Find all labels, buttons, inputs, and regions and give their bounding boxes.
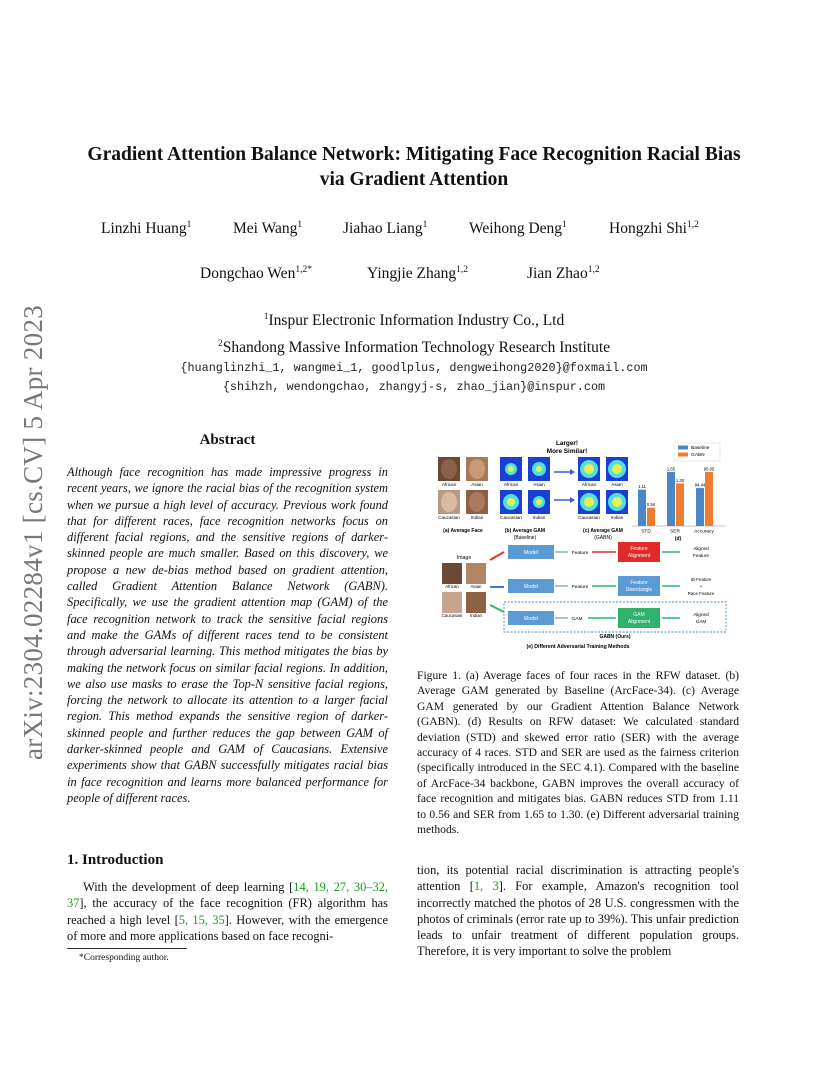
svg-text:Feature: Feature: [571, 585, 589, 590]
legend-swatch: [678, 446, 688, 450]
svg-text:Caucasian: Caucasian: [441, 613, 463, 618]
chart-data-label: 1.65: [666, 466, 676, 472]
author-7: Yingjie Zhang$^{1,2}$: [367, 265, 468, 283]
figure-top-label-2: More Similar!: [546, 448, 588, 455]
chart-bar: [647, 508, 655, 526]
chart-data-label: 0.56: [646, 502, 656, 508]
author-1: Linzhi Huang$^1$: [101, 220, 192, 238]
citation-link[interactable]: 1, 3: [473, 879, 499, 894]
affiliation-1: $^1$Inspur Electronic Information Industry Co., Ltd: [263, 312, 565, 330]
gabn-ours-label: GABN (Ours): [599, 634, 631, 640]
chart-bar: [676, 483, 684, 526]
intro-heading: 1. Introduction: [67, 852, 164, 868]
citation-link[interactable]: 5, 15, 35: [178, 912, 225, 927]
paper-title: [60, 142, 768, 192]
author-3: Jiahao Liang$^1$: [343, 220, 428, 238]
gam-alignment-box: [618, 608, 660, 628]
chart-data-label: 94.44: [694, 482, 706, 488]
title-line-1: Gradient Attention Balance Network: Mitigating Face Recognition Racial Bias: [87, 144, 741, 165]
chart-bar: [696, 488, 704, 526]
svg-text:GAM: GAM: [571, 617, 583, 622]
label-d: (d): [674, 536, 682, 542]
svg-text:Race Feature: Race Feature: [687, 591, 715, 596]
chart-data-label: 95.05: [703, 466, 715, 472]
citation-link[interactable]: 14, 19, 27, 30–32, 37: [67, 880, 388, 911]
author-2: Mei Wang$^1$: [233, 220, 303, 238]
svg-text:Indian: Indian: [470, 515, 484, 520]
abstract-heading: Abstract: [199, 432, 256, 448]
feature-alignment-box: [618, 542, 660, 562]
chart-tick-label: Accuracy: [694, 529, 714, 535]
svg-text:Aligned: Aligned: [693, 546, 709, 551]
svg-text:Caucasian: Caucasian: [438, 515, 460, 520]
svg-text:+: +: [699, 584, 703, 589]
svg-text:Asian: Asian: [470, 584, 482, 589]
author-4: Weihong Deng$^1$: [469, 220, 567, 238]
footnote: *Corresponding author.: [79, 953, 169, 963]
chart-tick-label: SER: [670, 529, 680, 535]
email-line-2[interactable]: {shihzh, wendongchao, zhangyj-s, zhao_jian}@inspur.com: [222, 380, 606, 394]
arrow-icon: [490, 552, 504, 560]
legend-label: GABN: [691, 453, 705, 459]
email-line-1[interactable]: {huanglinzhi_1, wangmei_1, goodlplus, dengweihong2020}@foxmail.com: [180, 361, 648, 375]
svg-text:African: African: [445, 584, 459, 589]
arxiv-side-stamp: [10, 290, 60, 760]
svg-text:Indian: Indian: [610, 515, 624, 520]
figure-1: [420, 432, 730, 654]
svg-text:Feature: Feature: [630, 546, 648, 552]
svg-text:African: African: [581, 482, 597, 487]
affiliation-2: $^2$Shandong Massive Information Technology Research Institute: [217, 339, 611, 357]
image-label: Image: [456, 555, 472, 561]
svg-text:Asian: Asian: [611, 482, 623, 487]
figure-caption: Figure 1. (a) Average faces of four races in the RFW dataset. (b) Average GAM generated by Baseline (ArcFace-34). (c) Average GAM generated by our Gradient Attention Balance Network (GABN). (d) Results on RFW dataset: We calculated standard deviation (STD) and skewed error ratio (SER) with the average accuracy of 4 races. STD and SER are used as the fairness criterion (specifically introduced in the SEC 4.1). Compared with the baseline of ArcFace-34 backbone, GABN improves the overall accuracy of face recognition and mitigates bias. GABN reduces STD from 1.11 to 0.56 and SER from 1.65 to 1.30. (e) Different adversarial training methods.: [417, 669, 739, 837]
svg-text:(Baseline): (Baseline): [513, 535, 537, 541]
figure-top-label-1: Larger!: [555, 440, 579, 447]
author-8: Jian Zhao$^{1,2}$: [527, 265, 600, 283]
chart-data-label: 1.11: [638, 484, 646, 490]
intro-paragraph-continued: tion, its potential racial discrimination is attracting people's attention [1, 3]. For example, Amazon's recognition tool incorrectly matched the photos of 28 U.S. congressmen with the photos of criminals (error rate up to 39%). This unfair prediction leads to unfair treatment of different population groups. Therefore, it is very important to solve the problem: [417, 863, 739, 959]
svg-text:Feature: Feature: [630, 580, 648, 586]
svg-text:GAM: GAM: [695, 619, 707, 624]
title-line-2: via Gradient Attention: [319, 169, 509, 190]
legend-label: Baseline: [691, 446, 710, 452]
svg-text:Aligned: Aligned: [693, 612, 709, 617]
svg-text:African: African: [503, 482, 519, 487]
author-5: Hongzhi Shi$^{1,2}$: [609, 220, 699, 238]
results-bar-chart: [632, 443, 725, 535]
label-b: (b) Average GAM: [504, 528, 546, 534]
svg-text:Alignment: Alignment: [627, 619, 651, 625]
footnote-rule: [67, 948, 187, 949]
label-c: (c) Average GAM: [583, 528, 623, 534]
chart-data-label: 1.30: [675, 477, 685, 483]
label-a: (a) Average Face: [443, 528, 483, 534]
svg-text:Model: Model: [523, 616, 539, 622]
legend-swatch: [678, 453, 688, 457]
svg-text:Indian: Indian: [532, 515, 546, 520]
intro-paragraph: With the development of deep learning [14, 19, 27, 30–32, 37], the accuracy of the face recognition (FR) algorithm has reached a high level [5, 15, 35]. However, with the emergence of more and more applications based on face recogni-: [67, 880, 388, 943]
chart-tick-label: STD: [641, 529, 651, 535]
feature-disentangle-box: [618, 576, 660, 596]
svg-text:Model: Model: [523, 584, 539, 590]
svg-text:Feature: Feature: [693, 553, 709, 558]
arrow-icon: [490, 605, 504, 612]
svg-text:(GABN): (GABN): [594, 535, 612, 541]
svg-text:Asian: Asian: [471, 482, 483, 487]
svg-text:Alignment: Alignment: [627, 553, 651, 559]
svg-text:Caucasian: Caucasian: [500, 515, 522, 520]
svg-text:ID Feature: ID Feature: [690, 577, 712, 582]
abstract-body: Although face recognition has made impressive progress in recent years, we ignore the racial bias of the recognition system when we pursue a high level of accuracy. Previous work found that for different races, face recognition networks focus on different facial regions, and the sensitive regions of darker-skinned people are much smaller. Based on this discovery, we propose a new de-bias method based on gradient attention, called Gradient Attention Balance Network (GABN). Specifically, we use the gradient attention map (GAM) of the face recognition network to track the sensitive facial regions and make the GAMs of different races tend to be consistent through adversarial learning. This method mitigates the bias by making the network focus on similar facial regions. In addition, we also use masks to erase the Top-N sensitive facial regions, forcing the network to allocate its attention to a larger facial region. This method expands the sensitive region of darker-skinned people and further reduces the gap between GAM of darker-skinned people and GAM of Caucasians. Extensive experiments show that GABN successfully mitigates racial bias in face recognition and learns more balanced performance for people of different races.: [67, 465, 388, 805]
chart-bar: [638, 490, 646, 526]
svg-text:GAM: GAM: [633, 612, 645, 618]
svg-text:Model: Model: [523, 550, 539, 556]
label-e: (e) Different Adversarial Training Methods: [526, 644, 630, 650]
arxiv-identifier: arXiv:2304.02284v1 [cs.CV] 5 Apr 2023: [18, 304, 48, 760]
svg-text:Asian: Asian: [533, 482, 545, 487]
author-6: Dongchao Wen$^{1,2*}$: [200, 265, 312, 283]
svg-text:Indian: Indian: [470, 613, 482, 618]
svg-text:Disentangle: Disentangle: [625, 587, 653, 593]
chart-bar: [667, 472, 675, 526]
chart-bar: [705, 472, 713, 526]
svg-text:Caucasian: Caucasian: [578, 515, 600, 520]
svg-text:Feature: Feature: [571, 551, 589, 556]
svg-text:African: African: [441, 482, 457, 487]
